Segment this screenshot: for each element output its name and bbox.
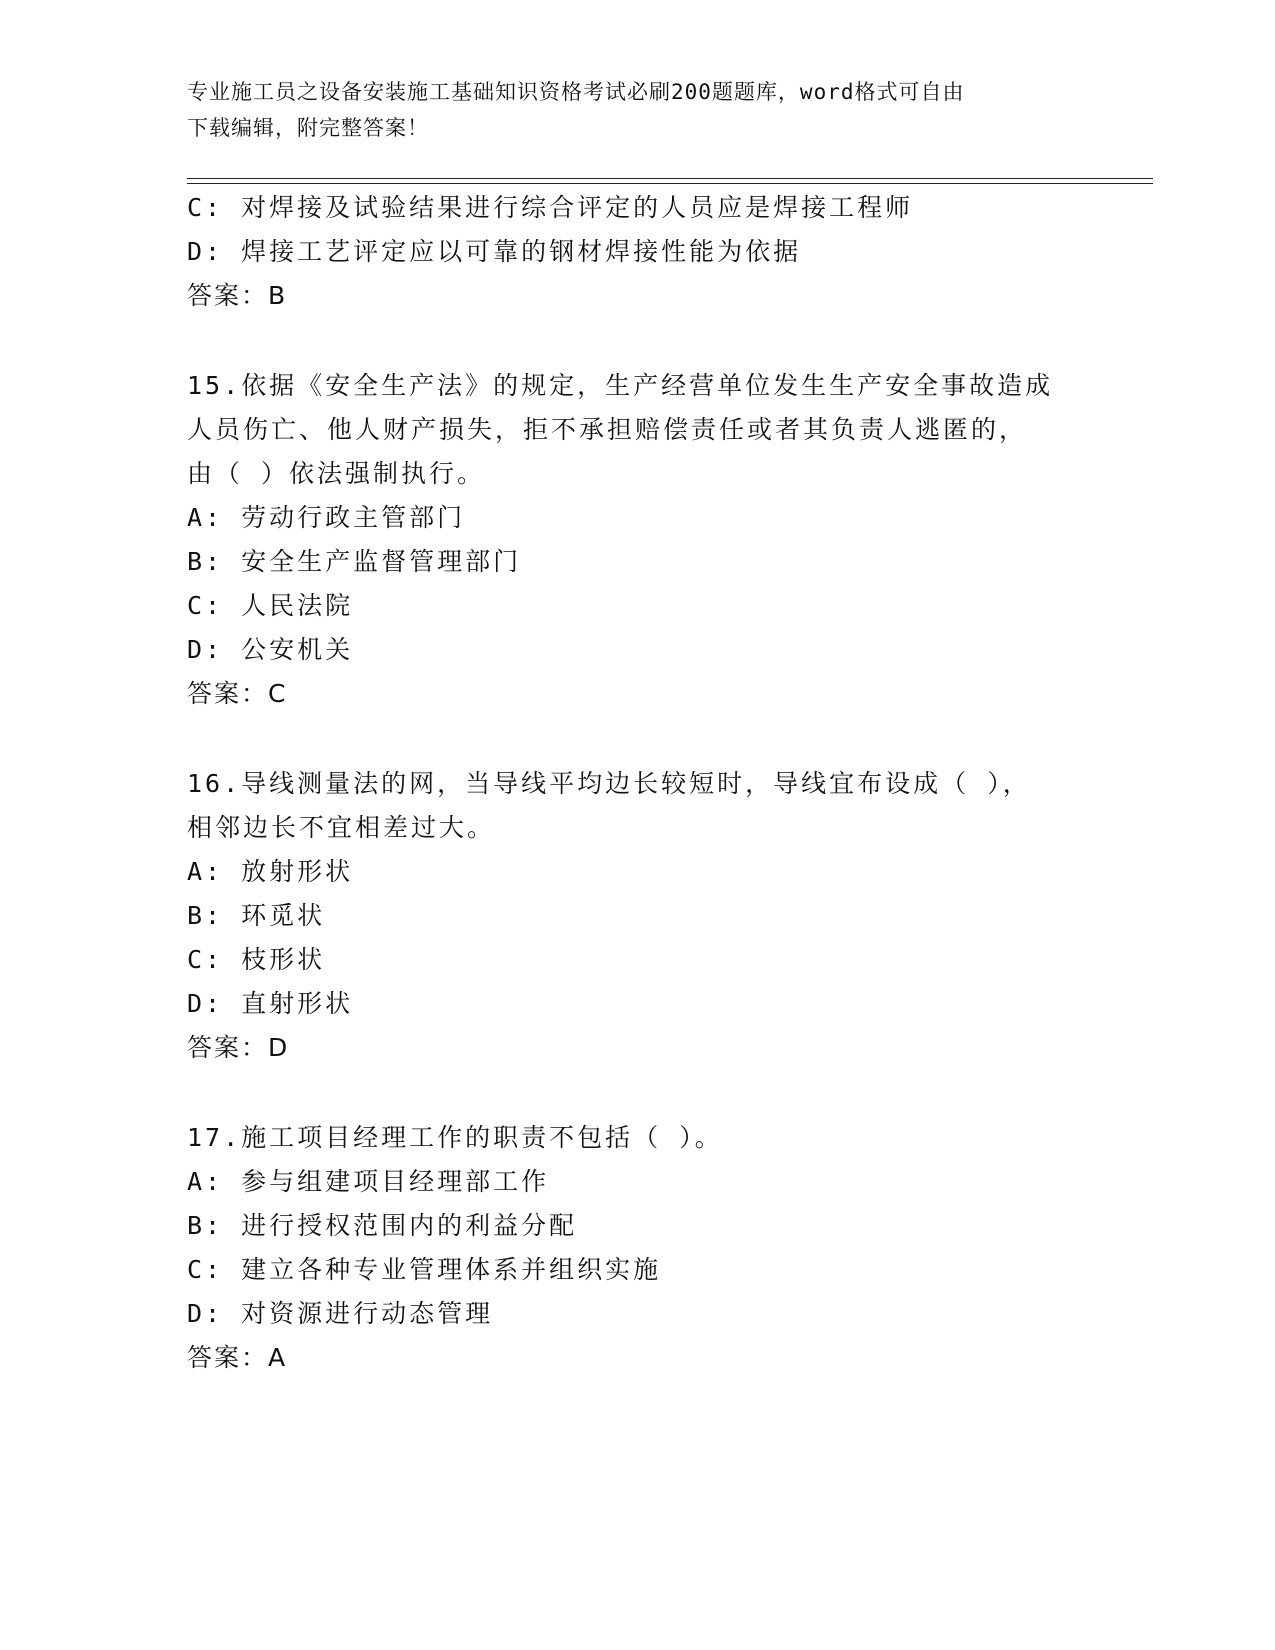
q16-option-d: D: 直射形状: [187, 989, 354, 1018]
header-divider-bottom: [187, 183, 1153, 184]
document-header: [187, 74, 1067, 146]
q14-option-d: D: 焊接工艺评定应以可靠的钢材焊接性能为依据: [187, 237, 802, 266]
q15-stem-line-2: 人员伤亡、他人财产损失，拒不承担赔偿责任或者其负责人逃匿的，: [187, 415, 1028, 444]
q14-answer: 答案：B: [187, 281, 288, 310]
q17-option-c: C: 建立各种专业管理体系并组织实施: [187, 1255, 662, 1284]
q17-answer: 答案：A: [187, 1343, 288, 1372]
q16-option-b: B: 环觅状: [187, 901, 326, 930]
q15-option-a: A: 劳动行政主管部门: [187, 503, 466, 532]
q17-option-b: B: 进行授权范围内的利益分配: [187, 1211, 578, 1240]
q17-option-d: D: 对资源进行动态管理: [187, 1299, 494, 1328]
q17-stem-line-1: 17.施工项目经理工作的职责不包括（ ）。: [187, 1123, 723, 1152]
q15-stem-line-3: 由（ ）依法强制执行。: [187, 459, 486, 488]
q15-option-c: C: 人民法院: [187, 591, 354, 620]
header-divider-top: [187, 178, 1153, 179]
q16-option-a: A: 放射形状: [187, 857, 354, 886]
header-line-2: 下载编辑，附完整答案！: [187, 116, 429, 140]
q16-stem-line-2: 相邻边长不宜相差过大。: [187, 813, 496, 842]
q17-option-a: A: 参与组建项目经理部工作: [187, 1167, 550, 1196]
q16-stem-line-1: 16.导线测量法的网，当导线平均边长较短时，导线宜布设成（ ），: [187, 769, 1031, 798]
q15-option-d: D: 公安机关: [187, 635, 354, 664]
q15-option-b: B: 安全生产监督管理部门: [187, 547, 522, 576]
q16-option-c: C: 枝形状: [187, 945, 326, 974]
q14-option-c: C: 对焊接及试验结果进行综合评定的人员应是焊接工程师: [187, 193, 914, 222]
q16-answer: 答案：D: [187, 1033, 290, 1062]
header-line-1: 专业施工员之设备安装施工基础知识资格考试必刷200题题库，word格式可自由: [187, 80, 965, 104]
q15-stem-line-1: 15.依据《安全生产法》的规定，生产经营单位发生生产安全事故造成: [187, 371, 1054, 400]
q15-answer: 答案：C: [187, 679, 288, 708]
